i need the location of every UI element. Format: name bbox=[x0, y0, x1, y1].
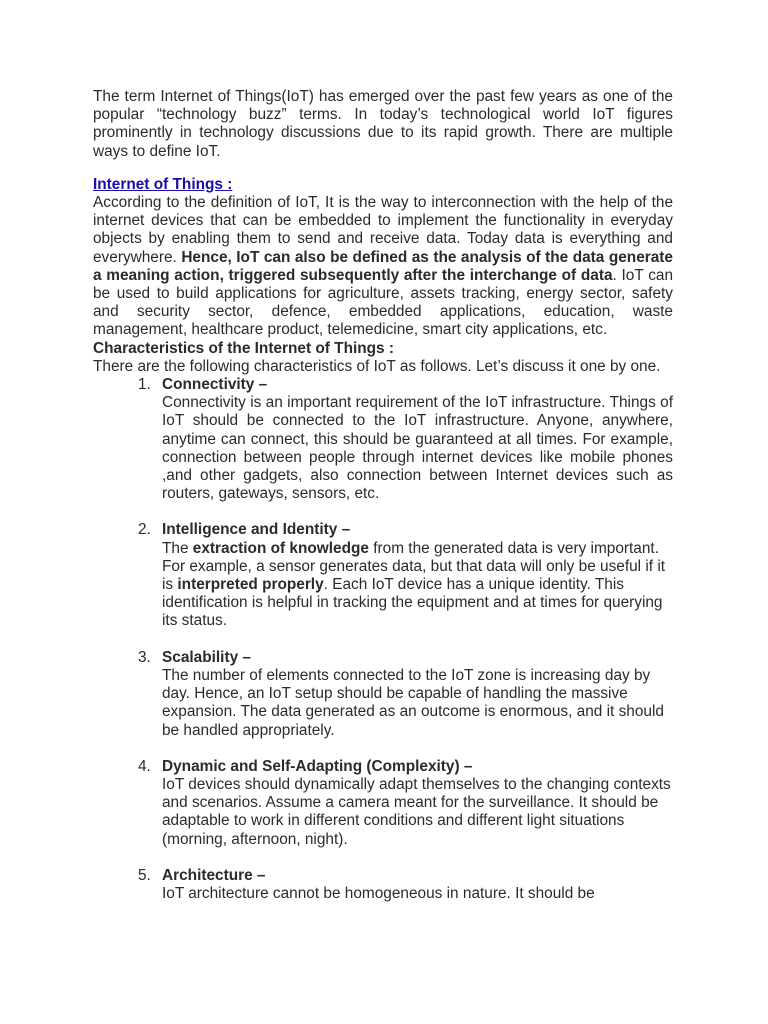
list-item-scalability bbox=[93, 649, 673, 740]
list-item-text: Connectivity is an important requirement of the IoT infrastructure. Things of IoT should be connected to the IoT infrastructure. Anyone, anywhere, anytime can connect, this should be guaranteed at all times. For example, connection between people through internet devices like mobile phones ,and other gadgets, also connection between Internet devices such as routers, gateways, sensors, etc. bbox=[162, 394, 673, 503]
list-item-text: IoT devices should dynamically adapt themselves to the changing contexts and scenarios. Assume a camera meant for the surveillance. It should be adaptable to work in different conditions and different light situations (morning, afternoon, night). bbox=[162, 775, 671, 848]
characteristics-heading bbox=[93, 340, 673, 358]
list-item-intelligence bbox=[93, 521, 673, 630]
list-item-number: 4. bbox=[138, 757, 151, 775]
list-item-text: IoT architecture cannot be homogeneous in nature. It should be bbox=[162, 884, 595, 902]
definition-bold-text: Hence, IoT can also be defined as the analysis of the data generate a meaning action, triggered subsequently after the interchange of data bbox=[93, 248, 673, 284]
list-item-title: Scalability – bbox=[162, 648, 251, 666]
definition-paragraph bbox=[93, 194, 673, 340]
section-heading-iot bbox=[93, 176, 673, 194]
characteristics-intro: There are the following characteristics of IoT as follows. Let’s discuss it one by one. bbox=[93, 357, 661, 375]
list-item-text-part: from the generated data is very important. For example, a sensor generates data, but that data will only be useful if it is bbox=[162, 539, 666, 594]
internet-of-things-link[interactable]: Internet of Things : bbox=[93, 175, 233, 193]
list-item-number: 5. bbox=[138, 866, 151, 884]
list-item-number: 3. bbox=[138, 648, 151, 666]
list-item-bold-part: interpreted properly bbox=[177, 576, 324, 594]
list-item-text: The number of elements connected to the IoT zone is increasing day by day. Hence, an IoT setup should be capable of handling the massive expansion. The data generated as an outcome is enormous, and it should be handled appropriately. bbox=[162, 666, 664, 739]
characteristics-heading-text: Characteristics of the Internet of Things : bbox=[93, 339, 395, 357]
definition-text-2: . IoT can be used to build applications for agriculture, assets tracking, energy sector, safety and security sector, defence, embedded applications, education, waste management, healthcare product, telemedicine, smart city applications, etc. bbox=[93, 266, 674, 339]
list-item-text-part: . Each IoT device has a unique identity. This identification is helpful in tracking the equipment and at times for querying its status. bbox=[162, 576, 663, 630]
document-content bbox=[93, 88, 673, 921]
list-item-dynamic bbox=[93, 758, 673, 849]
list-item-architecture bbox=[93, 867, 673, 903]
list-item-title: Dynamic and Self-Adapting (Complexity) – bbox=[162, 757, 473, 775]
list-item-connectivity bbox=[93, 376, 673, 503]
list-item-title: Architecture – bbox=[162, 866, 266, 884]
list-item-bold-part: extraction of knowledge bbox=[192, 539, 369, 557]
intro-paragraph: The term Internet of Things(IoT) has emerged over the past few years as one of the popular “technology buzz” terms. In today’s technological world IoT figures prominently in technology discussions due to its rapid growth. There are multiple ways to define IoT. bbox=[93, 88, 673, 160]
list-item-text bbox=[162, 540, 673, 631]
list-item-text-part: The bbox=[162, 539, 193, 557]
list-item-number: 1. bbox=[138, 376, 151, 394]
list-item-title: Intelligence and Identity – bbox=[162, 521, 351, 539]
definition-text-1: According to the definition of IoT, It is the way to interconnection with the help of the internet devices that can be embedded to implement the functionality in everyday objects by enabling them to send and receive data. Today data is everything and everywhere. bbox=[93, 194, 673, 266]
list-item-title: Connectivity – bbox=[162, 376, 268, 394]
characteristics-list bbox=[93, 376, 673, 903]
list-item-number: 2. bbox=[138, 521, 151, 539]
